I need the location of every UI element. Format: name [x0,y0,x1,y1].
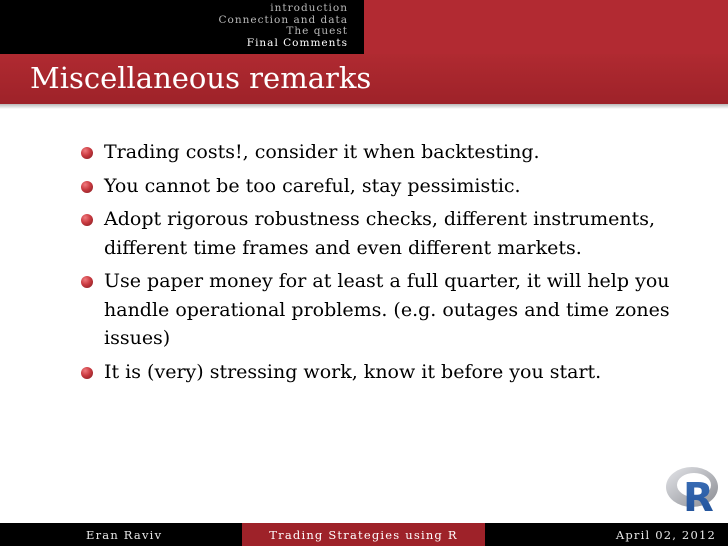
section-navigation [218,3,348,49]
bullet-ball-icon [81,367,93,379]
bullet-item [76,267,696,353]
bullet-text: You cannot be too careful, stay pessimistic. [104,174,521,197]
bullet-item [76,205,696,262]
headline-navigation-panel [0,0,364,54]
bullet-ball-icon [81,276,93,288]
bullet-item [76,138,696,167]
footer-author: Eran Raviv [0,523,242,546]
bullet-item [76,172,696,201]
bullet-list [76,138,696,391]
bullet-text: Use paper money for at least a full quarter, it will help you handle operational problems. (e.g. outages and time zones issues) [104,270,670,349]
bullet-text: It is (very) stressing work, know it before you start. [104,360,602,383]
bullet-ball-icon [81,181,93,193]
nav-section-final-comments[interactable]: Final Comments [246,36,348,49]
nav-section-introduction[interactable]: introduction [270,2,348,14]
bullet-item [76,358,696,387]
footline [0,523,728,546]
bullet-text: Adopt rigorous robustness checks, different instruments, different time frames and even different markets. [104,208,656,259]
bullet-ball-icon [81,214,93,226]
nav-section-connection-and-data[interactable]: Connection and data [218,13,348,26]
slide-title: Miscellaneous remarks [30,61,372,95]
footer-talk-title: Trading Strategies using R [242,523,485,546]
r-logo-icon [665,462,725,517]
bullet-text: Trading costs!, consider it when backtesting. [104,141,540,163]
headline-accent-panel [364,0,728,54]
footer-date: April 02, 2012 [485,523,728,546]
frame-title-bar [0,54,728,104]
nav-section-the-quest[interactable]: The quest [286,25,348,37]
headline-bar [0,0,728,54]
bullet-ball-icon [81,147,93,159]
r-logo-letter: R [683,475,714,517]
title-shadow [0,104,728,109]
